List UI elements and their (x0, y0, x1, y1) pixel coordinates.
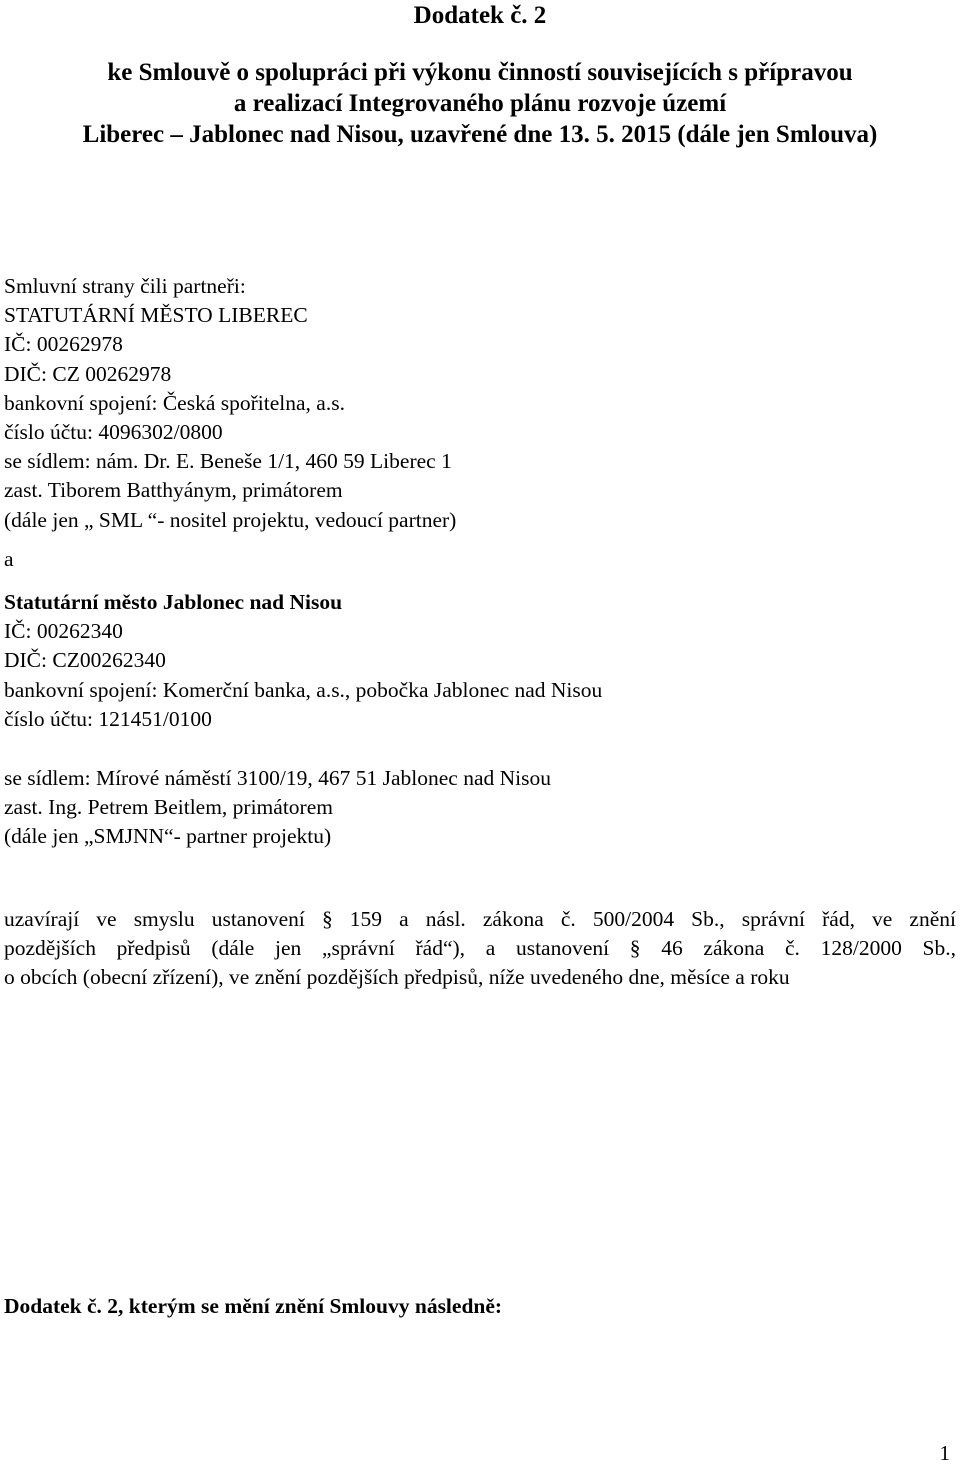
party2-ic: IČ: 00262340 (4, 619, 123, 644)
party2-dic: DIČ: CZ00262340 (4, 648, 166, 673)
agreement-line: pozdějších předpisů (dále jen „správní řád“), a ustanovení § 46 zákona č. 128/2000 Sb., (4, 936, 956, 961)
party1-representative: zast. Tiborem Batthyánym, primátorem (4, 478, 343, 503)
party1-dic: DIČ: CZ 00262978 (4, 361, 172, 386)
spacer (4, 734, 944, 764)
party2-account: číslo účtu: 121451/0100 (4, 706, 212, 731)
party1-ic: IČ: 00262978 (4, 332, 123, 357)
party2-alias: (dále jen „SMJNN“- partner projektu) (4, 824, 332, 849)
agreement-line: o obcích (obecní zřízení), ve znění pozdějších předpisů, níže uvedeného dne, měsíce a roku (4, 965, 790, 990)
party1-bank: bankovní spojení: Česká spořitelna, a.s. (4, 390, 345, 415)
spacer (4, 535, 944, 545)
party2-bank: bankovní spojení: Komerční banka, a.s., pobočka Jablonec nad Nisou (4, 677, 603, 702)
spacer (4, 574, 944, 588)
party1-alias: (dále jen „ SML “- nositel projektu, vedoucí partner) (4, 507, 457, 532)
contracting-parties (4, 272, 944, 852)
parties-intro: Smluvní strany čili partneři: (4, 274, 246, 298)
party1-account: číslo účtu: 4096302/0800 (4, 420, 223, 445)
subtitle-line: a realizací Integrovaného plánu rozvoje území (233, 90, 727, 117)
party1-seat: se sídlem: nám. Dr. E. Beneše 1/1, 460 59 Liberec 1 (4, 449, 452, 474)
agreement-line: uzavírají ve smyslu ustanovení § 159 a násl. zákona č. 500/2004 Sb., správní řád, ve znění (4, 907, 956, 931)
party2-name: Statutární město Jablonec nad Nisou (4, 590, 343, 615)
subtitle-line: Liberec – Jablonec nad Nisou, uzavřené dne 13. 5. 2015 (dále jen Smlouva) (82, 121, 878, 148)
party2-representative: zast. Ing. Petrem Beitlem, primátorem (4, 795, 333, 820)
party1-name: STATUTÁRNÍ MĚSTO LIBEREC (4, 303, 308, 328)
conjunction-a: a (4, 546, 14, 571)
amendment-heading: Dodatek č. 2, kterým se mění znění Smlouvy následně: (4, 1294, 503, 1318)
document-title: Dodatek č. 2 (413, 2, 547, 29)
document-header (0, 0, 960, 150)
agreement-clause (4, 905, 956, 993)
subtitle-line: ke Smlouvě o spolupráci při výkonu činností souvisejících s přípravou (107, 59, 853, 86)
party2-seat: se sídlem: Mírové náměstí 3100/19, 467 51 Jablonec nad Nisou (4, 766, 551, 791)
page-number: 1 (939, 1441, 950, 1465)
